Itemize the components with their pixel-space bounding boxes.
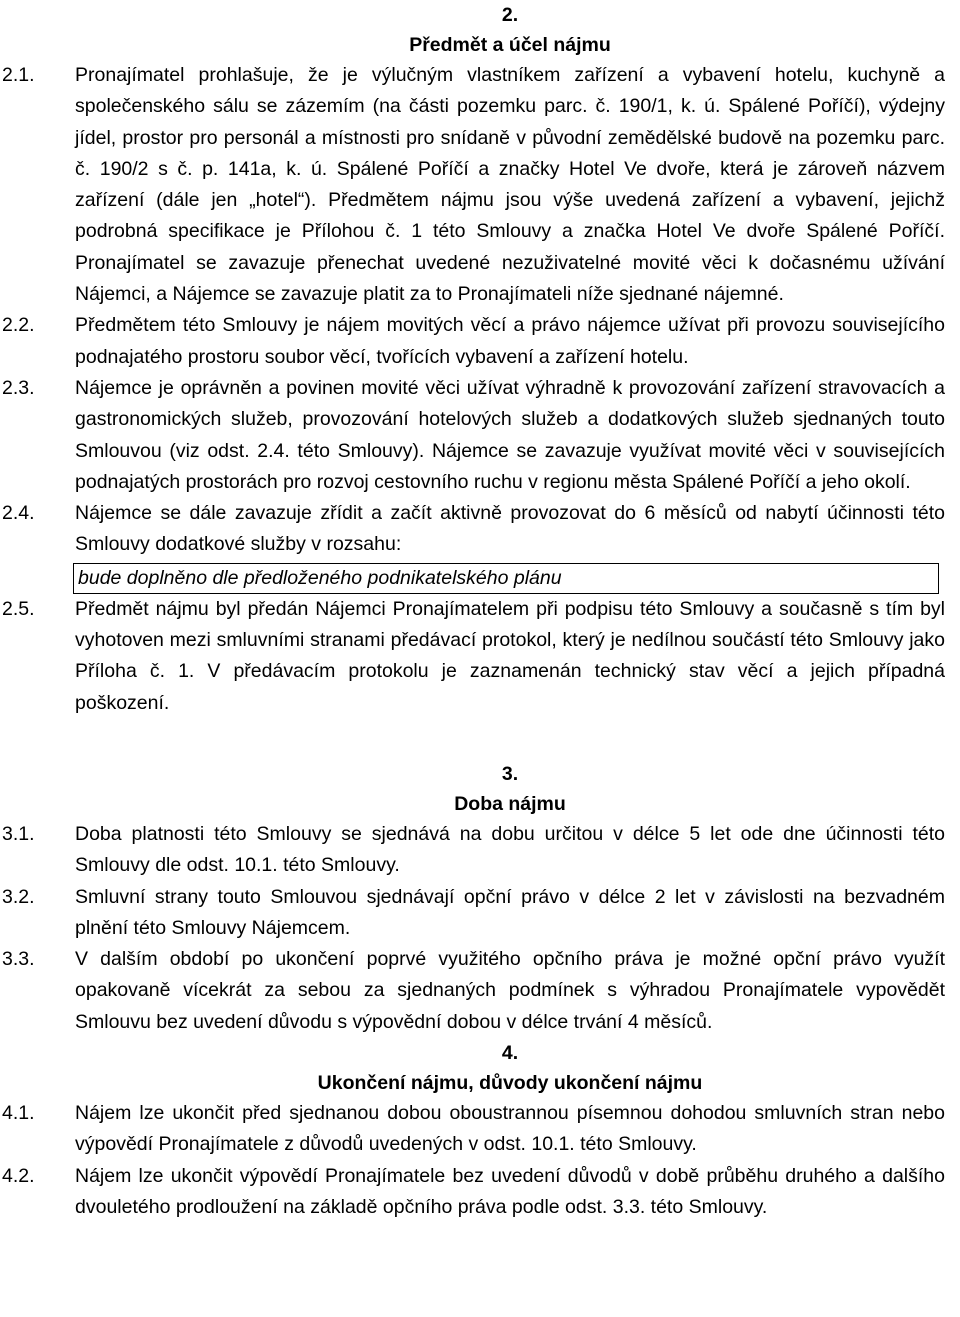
clause-number: 3.1. xyxy=(2,822,35,845)
clause xyxy=(0,944,960,1038)
clause xyxy=(0,819,960,882)
clause xyxy=(0,498,960,594)
clause-text-body: Nájemce se dále zavazuje zřídit a začít aktivně provozovat do 6 měsíců od nabytí účinnosti této Smlouvy dodatkové služby v rozsahu: xyxy=(75,502,945,556)
clause-number: 2.5. xyxy=(2,597,35,620)
clause xyxy=(0,1098,960,1161)
clause-text: V dalším období po ukončení poprvé využitého opčního práva je možné opční právo využít opakovaně vícekrát za sebou za sjednaných podmínek s výhradou Pronajímatele vypovědět Smlouvu bez uvedení důvodu s výpovědní dobou v délce trvání 4 měsíců. xyxy=(75,948,945,1033)
clause-number: 2.2. xyxy=(2,314,35,337)
clause-text: Předmět nájmu byl předán Nájemci Pronajímatelem při podpisu této Smlouvy a současně s tím byl vyhotoven mezi smluvními stranami předávací protokol, který je nedílnou součástí této Smlouvy jako Příloha č. 1. V předávacím protokolu je zaznamenán technický stav věcí a jejich případná poškození. xyxy=(75,597,945,714)
clause-text: Doba platnosti této Smlouvy se sjednává na dobu určitou v délce 5 let ode dne účinnosti této Smlouvy dle odst. 10.1. této Smlouvy. xyxy=(75,822,945,877)
placeholder-box: bude doplněno dle předloženého podnikatelského plánu xyxy=(73,563,939,594)
clause-number: 3.3. xyxy=(2,948,35,971)
clause-text: Pronajímatel prohlašuje, že je výlučným vlastníkem zařízení a vybavení hotelu, kuchyně a společenského sálu se zázemím (na části pozemku parc. č. 190/1, k. ú. Spálené Poříčí), výdejny jídel, prostor pro personál a místnosti pro snídaně v původní zemědělské budově na pozemku parc. č. 190/2 s č. p. 141a, k. ú. Spálené Poříčí a značky Hotel Ve dvoře, která je zároveň názvem zařízení (dále jen „hotel“). Předmětem nájmu jsou výše uvedená zařízení a vybavení, jejichž podrobná specifikace je Přílohou č. 1 této Smlouvy a značka Hotel Ve dvoře Spálené Poříčí. Pronajímatel se zavazuje přenechat uvedené nezuživatelné movité věci k dočasnému užívání Nájemci, a Nájemce se zavazuje platit za to Pronajímateli níže sjednané nájemné. xyxy=(75,64,945,306)
clause xyxy=(0,373,960,498)
clause xyxy=(0,310,960,373)
clause xyxy=(0,594,960,719)
section-title: Ukončení nájmu, důvody ukončení nájmu xyxy=(317,1072,703,1095)
clause-number: 2.1. xyxy=(2,64,35,86)
clause xyxy=(0,60,960,310)
clause xyxy=(0,882,960,945)
clause-text: Nájemce je oprávněn a povinen movité věci užívat výhradně k provozování zařízení stravovacích a gastronomických služeb, provozování hotelových služeb a dodatkových služeb sjednaných touto Smlouvou (viz odst. 2.4. této Smlouvy). Nájemce se zavazuje využívat movité věci v souvisejících podnajatých prostorách pro rozvoj cestovního ruchu v regionu města Spálené Poříčí a jeho okolí. xyxy=(75,376,945,493)
section-number: 4. xyxy=(501,1042,519,1065)
clause-text: Nájem lze ukončit před sjednanou dobou oboustrannou písemnou dohodou smluvních stran nebo výpovědí Pronajímatele z důvodů uvedených v odst. 10.1. této Smlouvy. xyxy=(75,1102,945,1156)
clause-number: 2.4. xyxy=(2,502,35,525)
clause-number: 2.3. xyxy=(2,376,35,399)
clause-number: 3.2. xyxy=(2,885,35,908)
section-title: Předmět a účel nájmu xyxy=(409,34,611,56)
clause-number: 4.2. xyxy=(2,1164,35,1187)
section-4 xyxy=(0,1038,960,1223)
clause-number: 4.1. xyxy=(2,1102,35,1125)
section-3 xyxy=(0,759,960,1038)
clause-text: Smluvní strany touto Smlouvou sjednávají opční právo v délce 2 let v závislosti na bezvadném plnění této Smlouvy Nájemcem. xyxy=(75,885,945,939)
section-number: 3. xyxy=(501,762,519,785)
section-number: 2. xyxy=(501,4,519,26)
clause-text: Nájem lze ukončit výpovědí Pronajímatele bez uvedení důvodů v době průběhu druhého a dalšího dvouletého prodloužení na základě opčního práva podle odst. 3.3. této Smlouvy. xyxy=(75,1164,945,1218)
section-title: Doba nájmu xyxy=(454,792,566,815)
clause xyxy=(0,1161,960,1224)
clause-text xyxy=(75,498,945,594)
clause-text: Předmětem této Smlouvy je nájem movitých věcí a právo nájemce užívat při provozu souvisejícího podnajatého prostoru soubor věcí, tvořících vybavení a zařízení hotelu. xyxy=(75,314,945,368)
